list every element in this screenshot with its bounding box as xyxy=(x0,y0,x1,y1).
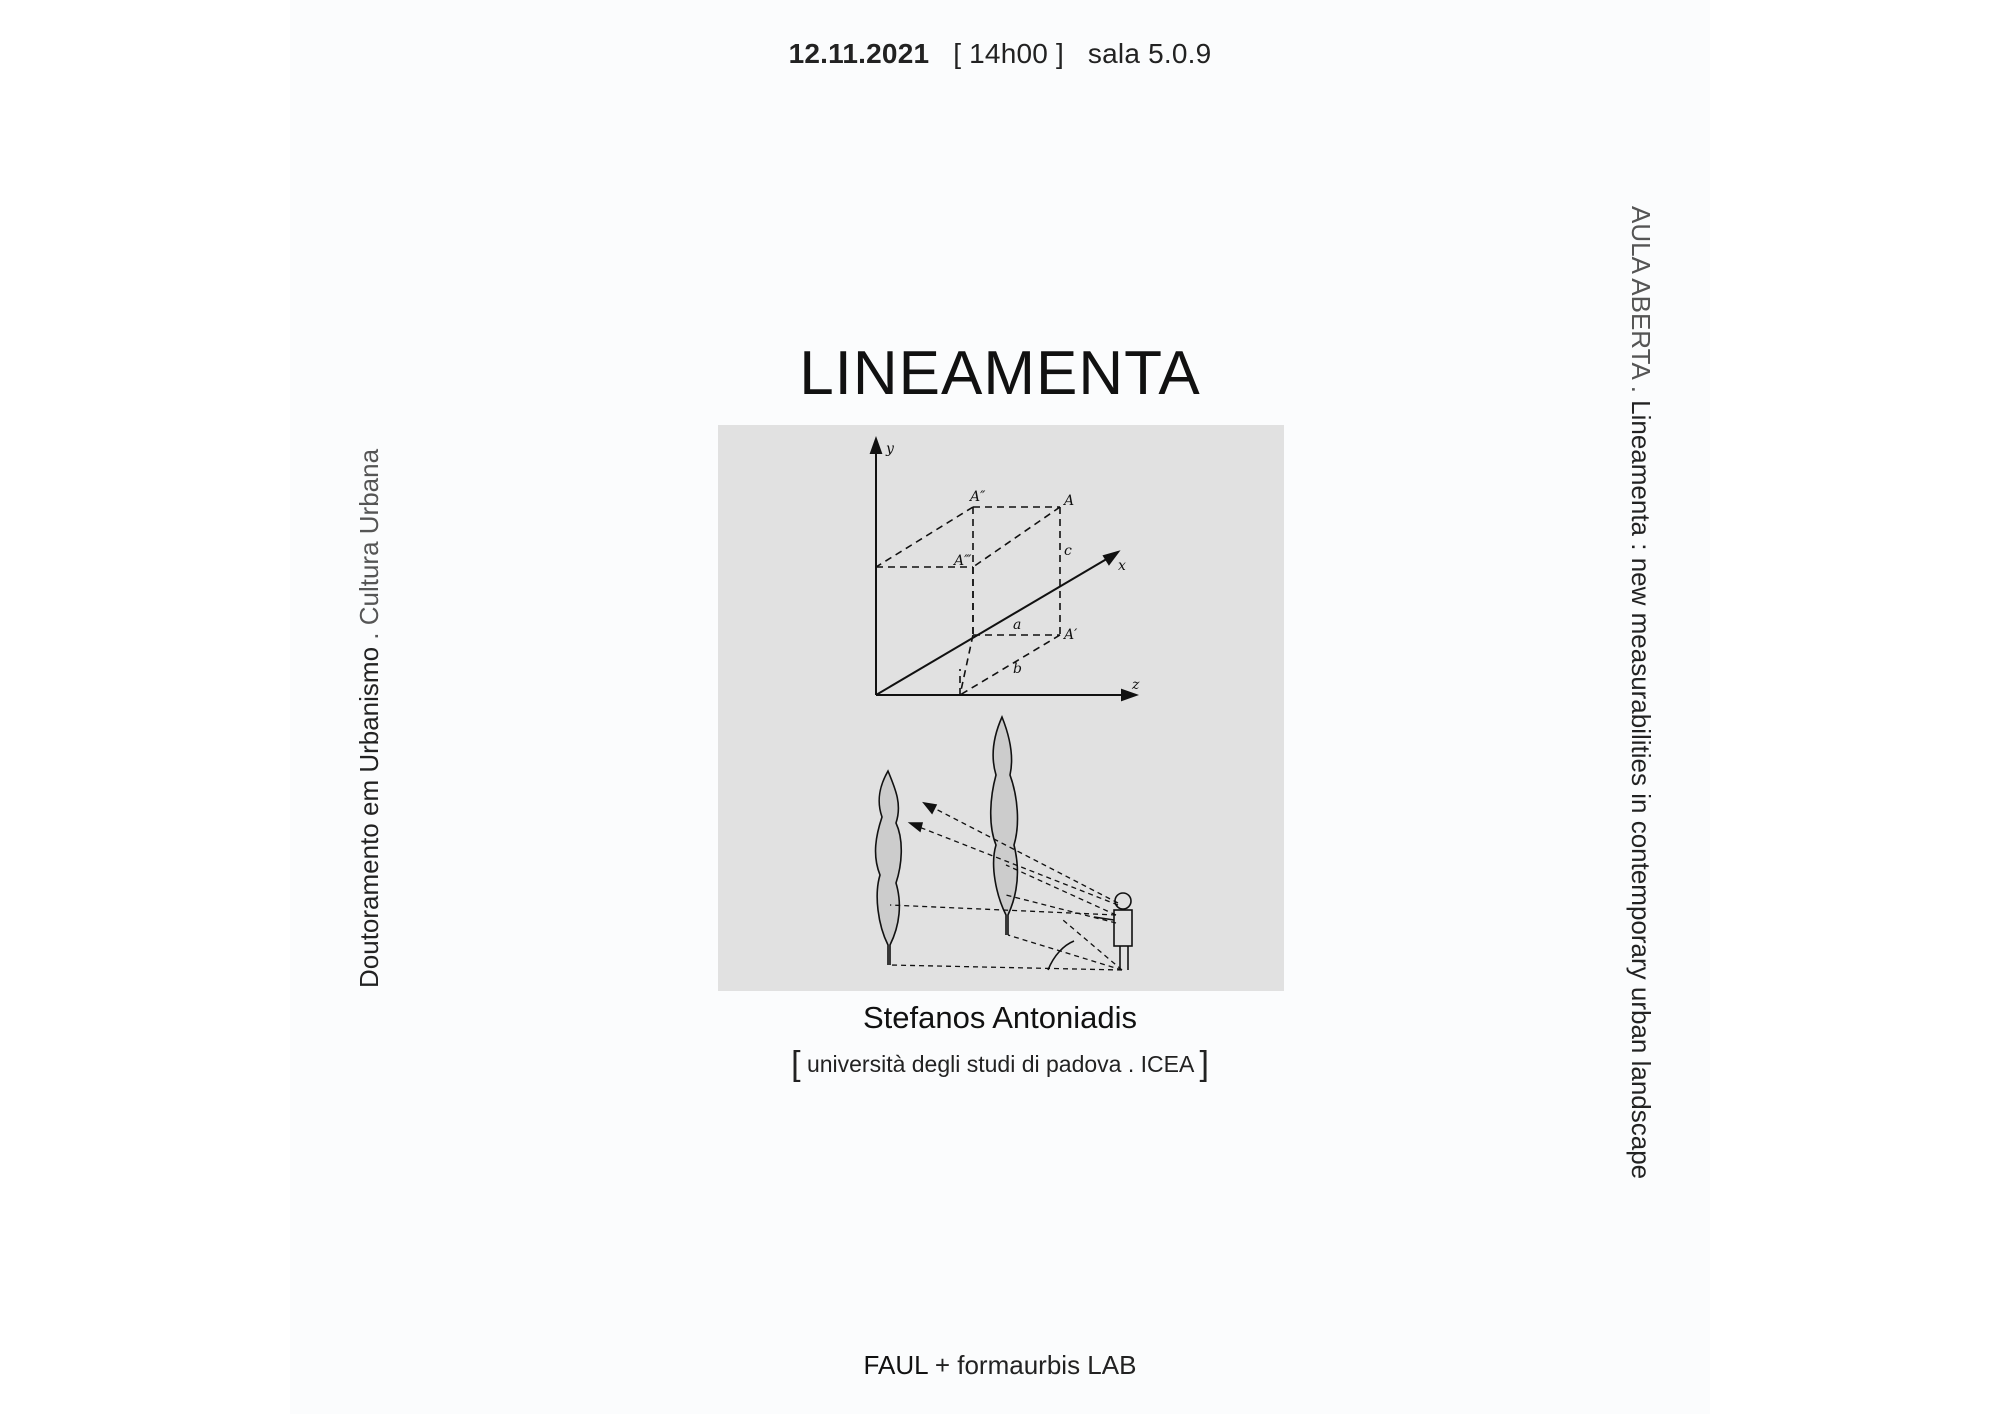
illustration-drawing xyxy=(718,425,1284,991)
dimension-label-b: b xyxy=(1013,661,1022,677)
speaker-affiliation: università degli studi di padova . ICEA xyxy=(806,1051,1194,1077)
footer-organizers xyxy=(290,1350,1710,1381)
dimension-label-a: a xyxy=(1013,617,1022,633)
x-arrow xyxy=(1104,552,1118,564)
footer-org: FAUL xyxy=(863,1350,928,1380)
footer-joiner: + xyxy=(927,1350,958,1380)
point-label-a-triple: A‴ xyxy=(954,553,972,569)
axis-label-x: x xyxy=(1118,558,1126,574)
program-area: Cultura Urbana xyxy=(354,448,384,626)
speaker-affiliation-line xyxy=(290,1045,1710,1084)
event-time: [ 14h00 ] xyxy=(953,38,1064,69)
event-date-line xyxy=(290,38,1710,70)
axis-label-y: y xyxy=(886,441,894,457)
point-label-a-prime: A′ xyxy=(1064,627,1078,643)
tree-right xyxy=(991,717,1018,935)
dimension-label-c: c xyxy=(1064,543,1072,559)
poster-title: LINEAMENTA xyxy=(799,339,1201,408)
point-label-a: A xyxy=(1064,493,1075,509)
series-name: AULA ABERTA xyxy=(1626,206,1656,379)
axis-label-z: z xyxy=(1132,677,1140,693)
tree-left xyxy=(876,771,902,965)
poster xyxy=(290,0,1710,1414)
point-label-a-double: A″ xyxy=(970,489,986,505)
observer-body xyxy=(1114,910,1132,946)
caption-separator-right: . xyxy=(1626,378,1656,401)
y-arrow xyxy=(871,439,881,453)
event-date: 12.11.2021 xyxy=(788,38,930,69)
observer-head xyxy=(1115,893,1131,909)
left-vertical-caption xyxy=(354,449,385,988)
talk-title: Lineamenta : new measurabilities in contemporary urban landscape xyxy=(1626,400,1656,1180)
speaker-name: Stefanos Antoniadis xyxy=(862,1000,1138,1035)
bracket-open: [ xyxy=(791,1045,801,1083)
axonometric-illustration xyxy=(718,425,1284,991)
right-vertical-caption xyxy=(1625,206,1656,1179)
caption-separator: . xyxy=(354,625,384,647)
event-room: sala 5.0.9 xyxy=(1087,38,1212,69)
program-name: Doutoramento em Urbanismo xyxy=(354,646,384,988)
footer-lab: formaurbis LAB xyxy=(957,1350,1137,1380)
bracket-close: ] xyxy=(1199,1045,1209,1083)
